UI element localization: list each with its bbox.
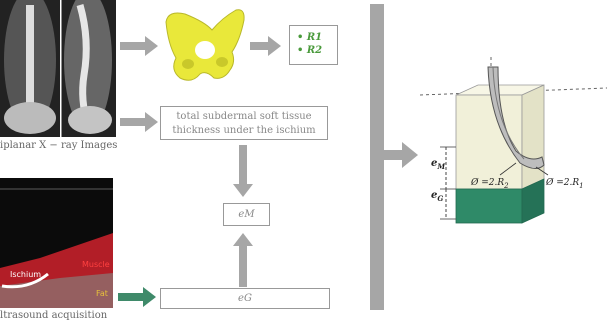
thickness-line2: thickness under the ischium xyxy=(172,125,316,136)
em-dimension-label: $e_M$ xyxy=(431,158,446,171)
arrow-thickness-to-em xyxy=(233,145,253,197)
arrow-us-to-eg xyxy=(118,287,156,307)
diameter-r2-label: Ø $=2.R_2$ xyxy=(471,178,509,190)
fat-label: Fat xyxy=(96,289,108,298)
r1-item: • R1 xyxy=(297,32,323,43)
arrow-xray-to-thickness xyxy=(120,112,158,132)
ischium-label: Ischium xyxy=(10,270,42,279)
eg-label: eG xyxy=(238,293,252,304)
pelvis-model xyxy=(166,10,244,81)
xray-caption: iplanar X − ray Images xyxy=(0,140,118,151)
em-label: eM xyxy=(238,209,255,220)
muscle-label: Muscle xyxy=(82,260,110,269)
r2-item: • R2 xyxy=(297,45,323,56)
diameter-r1-label: Ø $=2.R_1$ xyxy=(546,178,584,190)
em-box xyxy=(223,203,270,226)
arrow-eg-to-em xyxy=(233,233,253,287)
thickness-box xyxy=(160,106,328,140)
thickness-line1: total subdermal soft tissue xyxy=(176,111,312,122)
eg-dimension-label: $e_G$ xyxy=(431,190,444,203)
divider-bar xyxy=(370,4,384,310)
arrow-xray-to-pelvis xyxy=(120,36,158,56)
block-model xyxy=(420,55,607,240)
r-values-box xyxy=(289,25,338,65)
eg-box xyxy=(160,288,330,309)
big-arrow xyxy=(384,140,420,170)
arrow-pelvis-to-r xyxy=(250,36,281,56)
ultrasound-caption: ltrasound acquisition xyxy=(0,310,108,321)
